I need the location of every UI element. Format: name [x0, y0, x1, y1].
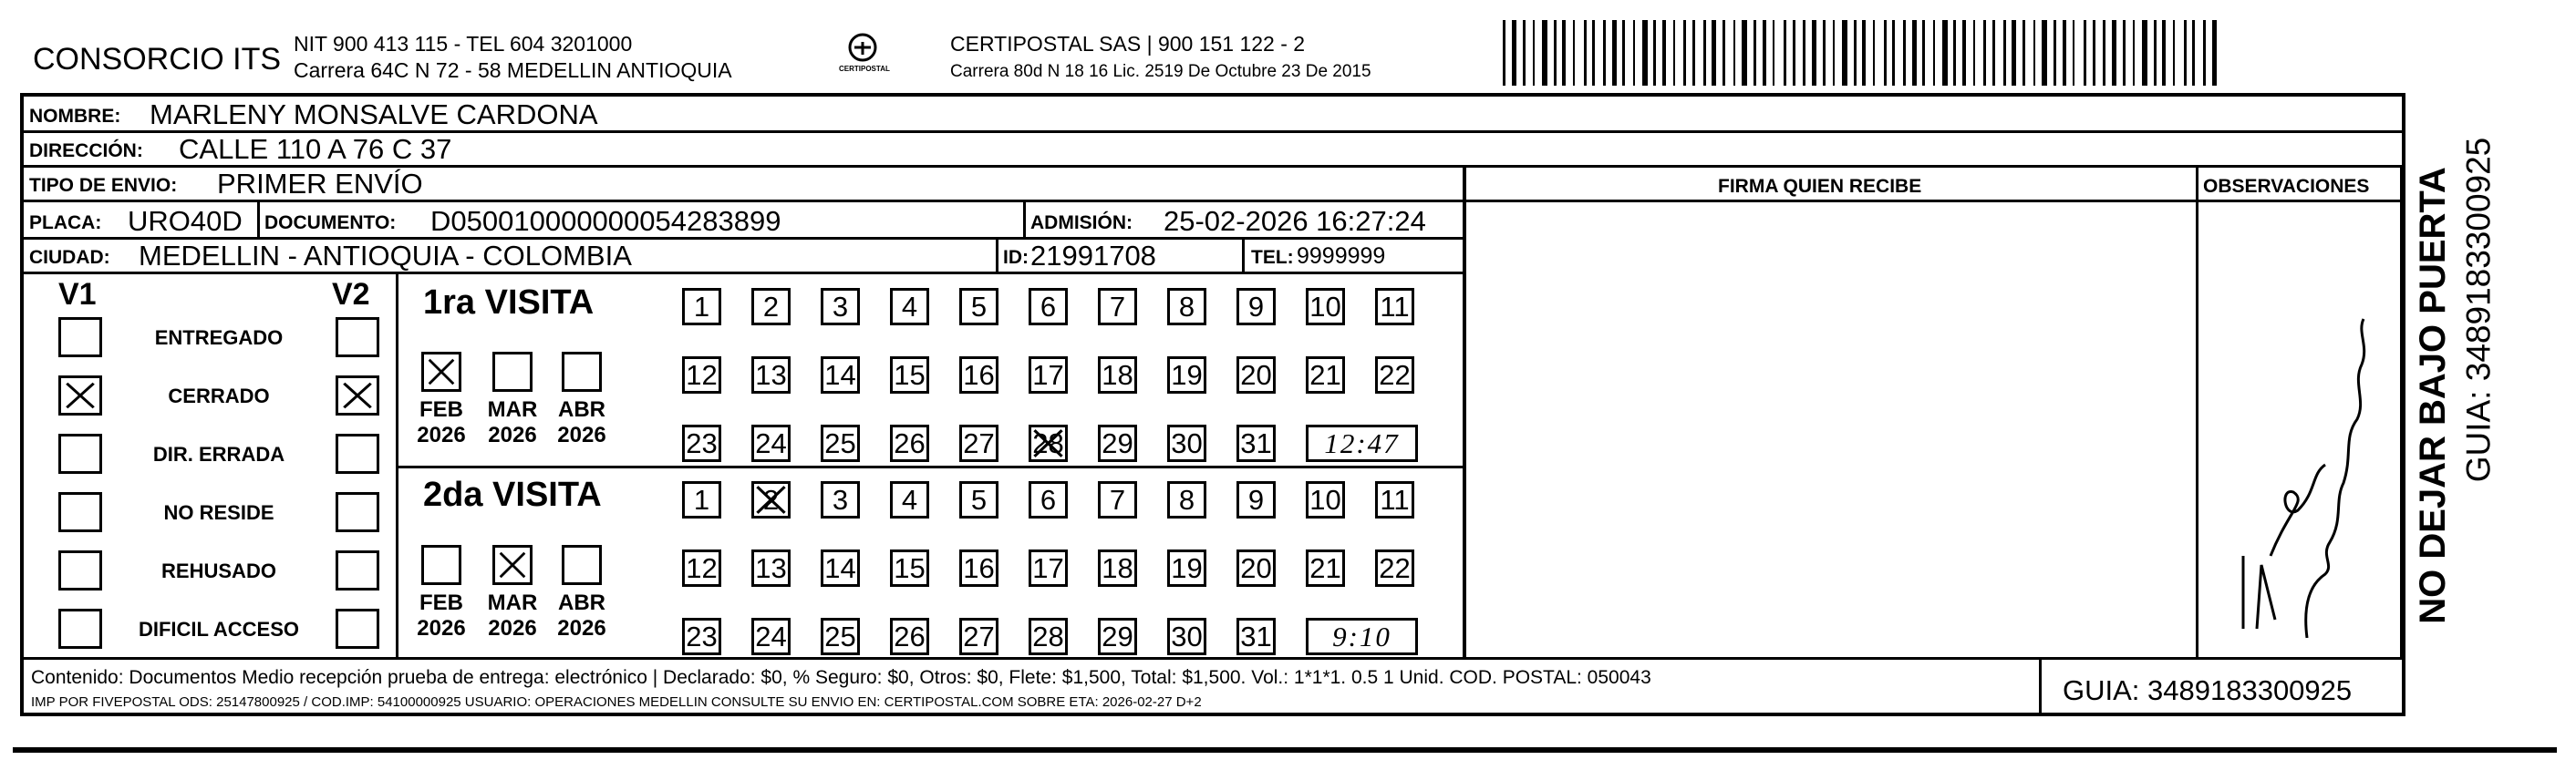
day-box[interactable]: 29 [1098, 618, 1137, 655]
day-box[interactable]: 11 [1375, 288, 1414, 325]
month-checkbox[interactable] [421, 352, 461, 392]
footer-guia: GUIA: 3489183300925 [2063, 674, 2353, 706]
status-v2-checkbox[interactable] [336, 375, 379, 416]
day-box[interactable]: 30 [1167, 618, 1206, 655]
direccion-value: CALLE 110 A 76 C 37 [179, 133, 452, 165]
month-label: ABR [558, 397, 605, 422]
day-box[interactable]: 25 [821, 618, 860, 655]
v2-header: V2 [332, 277, 370, 312]
day-box[interactable]: 4 [890, 481, 929, 519]
certipostal-logo [837, 31, 888, 78]
id-value: 21991708 [1030, 240, 1156, 272]
day-box[interactable]: 8 [1167, 288, 1206, 325]
day-box[interactable]: 14 [821, 549, 860, 587]
day-box[interactable]: 29 [1098, 425, 1137, 462]
day-box[interactable]: 2 [751, 481, 791, 519]
logo-text: CERTIPOSTAL [839, 65, 890, 73]
admision-label: ADMISIÓN: [1030, 212, 1133, 233]
visit-time[interactable]: 12:47 [1306, 425, 1418, 462]
day-box[interactable]: 19 [1167, 356, 1206, 394]
year-label: 2026 [488, 423, 537, 447]
day-box[interactable]: 9 [1236, 288, 1276, 325]
day-box[interactable]: 5 [959, 481, 998, 519]
admision-value: 25-02-2026 16:27:24 [1164, 205, 1426, 237]
day-box[interactable]: 10 [1306, 288, 1345, 325]
status-v1-checkbox[interactable] [58, 609, 102, 649]
day-box[interactable]: 13 [751, 356, 791, 394]
month-checkbox[interactable] [562, 352, 602, 392]
certipostal-line: CERTIPOSTAL SAS | 900 151 122 - 2 [950, 32, 1306, 56]
day-box[interactable]: 7 [1098, 288, 1137, 325]
day-box[interactable]: 28 [1029, 618, 1068, 655]
id-label: ID: [1003, 247, 1029, 268]
day-box[interactable]: 12 [682, 356, 721, 394]
day-box[interactable]: 24 [751, 618, 791, 655]
day-box[interactable]: 11 [1375, 481, 1414, 519]
day-box[interactable]: 20 [1236, 549, 1276, 587]
status-label: DIFICIL ACCESO [138, 618, 300, 641]
status-v2-checkbox[interactable] [336, 492, 379, 532]
day-box[interactable]: 27 [959, 618, 998, 655]
v1-header: V1 [58, 277, 97, 312]
day-box[interactable]: 31 [1236, 618, 1276, 655]
certipostal-address: Carrera 80d N 18 16 Lic. 2519 De Octubre 23 De 2015 [950, 62, 1371, 81]
observaciones-header: OBSERVACIONES [2203, 176, 2370, 197]
day-box[interactable]: 31 [1236, 425, 1276, 462]
no-dejar-warning: NO DEJAR BAJO PUERTA [2413, 167, 2453, 624]
day-box[interactable]: 16 [959, 549, 998, 587]
month-label: MAR [487, 591, 538, 615]
placa-value: URO40D [128, 205, 243, 237]
side-guia: GUIA: 3489183300925 [2459, 137, 2498, 483]
day-box[interactable]: 26 [890, 425, 929, 462]
visit2-title: 2da VISITA [423, 476, 602, 514]
nombre-value: MARLENY MONSALVE CARDONA [150, 98, 598, 130]
visit-time[interactable]: 9:10 [1306, 618, 1418, 655]
month-label: FEB [419, 397, 463, 422]
day-box[interactable]: 25 [821, 425, 860, 462]
month-checkbox[interactable] [421, 545, 461, 585]
month-label: FEB [419, 591, 463, 615]
day-box[interactable]: 6 [1029, 481, 1068, 519]
day-box[interactable]: 23 [682, 618, 721, 655]
day-box[interactable]: 22 [1375, 549, 1414, 587]
day-box[interactable]: 9 [1236, 481, 1276, 519]
handwritten-signature [2207, 282, 2389, 647]
day-box[interactable]: 16 [959, 356, 998, 394]
day-box[interactable]: 5 [959, 288, 998, 325]
company-address: Carrera 64C N 72 - 58 MEDELLIN ANTIOQUIA [294, 58, 732, 82]
day-box[interactable]: 15 [890, 356, 929, 394]
status-v1-checkbox[interactable] [58, 434, 102, 474]
tel-label: TEL: [1251, 247, 1294, 268]
status-v2-checkbox[interactable] [336, 434, 379, 474]
tipo-envio-value: PRIMER ENVÍO [217, 168, 423, 200]
firma-header: FIRMA QUIEN RECIBE [1718, 176, 1922, 197]
documento-label: DOCUMENTO: [264, 212, 397, 233]
day-box[interactable]: 20 [1236, 356, 1276, 394]
visit1-title: 1ra VISITA [423, 283, 595, 322]
status-v2-checkbox[interactable] [336, 609, 379, 649]
status-v1-checkbox[interactable] [58, 550, 102, 591]
status-label: DIR. ERRADA [152, 443, 285, 466]
status-v1-checkbox[interactable] [58, 317, 102, 357]
nit-line: NIT 900 413 115 - TEL 604 3201000 [294, 32, 633, 56]
placa-label: PLACA: [29, 212, 102, 233]
ciudad-label: CIUDAD: [29, 247, 110, 268]
day-box[interactable]: 1 [682, 481, 721, 519]
day-box[interactable]: 4 [890, 288, 929, 325]
day-box[interactable]: 18 [1098, 549, 1137, 587]
day-box[interactable]: 3 [821, 288, 860, 325]
status-label: REHUSADO [161, 560, 276, 582]
footer-imp: IMP POR FIVEPOSTAL ODS: 25147800925 / COD.IMP: 54100000925 USUARIO: OPERACIONES MEDELLIN CONSULTE SU ENVIO EN: CERTIPOSTAL.COM SOBRE ETA: 2026-02-27 D+2 [31, 694, 1202, 710]
status-v1-checkbox[interactable] [58, 375, 102, 416]
day-box[interactable]: 6 [1029, 288, 1068, 325]
day-box[interactable]: 13 [751, 549, 791, 587]
documento-value: D050010000000054283899 [430, 205, 781, 237]
day-box[interactable]: 12 [682, 549, 721, 587]
day-box[interactable]: 17 [1029, 356, 1068, 394]
footer-contenido: Contenido: Documentos Medio recepción prueba de entrega: electrónico | Declarado: $0, % Seguro: $0, Otros: $0, Flete: $1,500, Total: $1,500. Vol.: 1*1*1. 0.5 1 Unid. COD. POSTAL: 050043 [31, 667, 1651, 688]
day-box[interactable]: 14 [821, 356, 860, 394]
day-box[interactable]: 17 [1029, 549, 1068, 587]
month-checkbox[interactable] [562, 545, 602, 585]
month-checkbox[interactable] [492, 352, 533, 392]
day-box[interactable]: 2 [751, 288, 791, 325]
year-label: 2026 [417, 616, 466, 641]
direccion-label: DIRECCIÓN: [29, 140, 143, 161]
month-checkbox[interactable] [492, 545, 533, 585]
day-box[interactable]: 1 [682, 288, 721, 325]
status-label: ENTREGADO [154, 326, 284, 349]
day-box[interactable]: 24 [751, 425, 791, 462]
ciudad-value: MEDELLIN - ANTIOQUIA - COLOMBIA [139, 240, 632, 272]
day-box[interactable]: 22 [1375, 356, 1414, 394]
day-mark [1029, 425, 1068, 462]
day-box[interactable]: 26 [890, 618, 929, 655]
year-label: 2026 [557, 616, 606, 641]
status-v1-checkbox[interactable] [58, 492, 102, 532]
barcode [1503, 20, 2223, 86]
tel-value: 9999999 [1297, 243, 1386, 269]
day-box[interactable]: 21 [1306, 549, 1345, 587]
day-box[interactable]: 19 [1167, 549, 1206, 587]
company-name: CONSORCIO ITS [33, 42, 282, 77]
year-label: 2026 [557, 423, 606, 447]
day-box[interactable]: 28 [1029, 425, 1068, 462]
status-label: CERRADO [168, 385, 270, 407]
day-box[interactable]: 30 [1167, 425, 1206, 462]
year-label: 2026 [488, 616, 537, 641]
month-label: ABR [558, 591, 605, 615]
day-box[interactable]: 3 [821, 481, 860, 519]
day-box[interactable]: 7 [1098, 481, 1137, 519]
year-label: 2026 [417, 423, 466, 447]
status-v2-checkbox[interactable] [336, 317, 379, 357]
nombre-label: NOMBRE: [29, 106, 121, 127]
day-box[interactable]: 18 [1098, 356, 1137, 394]
day-mark [751, 481, 791, 519]
month-label: MAR [487, 397, 538, 422]
day-box[interactable]: 23 [682, 425, 721, 462]
tipo-envio-label: TIPO DE ENVIO: [29, 175, 178, 196]
day-box[interactable]: 8 [1167, 481, 1206, 519]
day-box[interactable]: 10 [1306, 481, 1345, 519]
status-label: NO RESIDE [163, 501, 274, 524]
day-box[interactable]: 21 [1306, 356, 1345, 394]
day-box[interactable]: 27 [959, 425, 998, 462]
status-v2-checkbox[interactable] [336, 550, 379, 591]
day-box[interactable]: 15 [890, 549, 929, 587]
